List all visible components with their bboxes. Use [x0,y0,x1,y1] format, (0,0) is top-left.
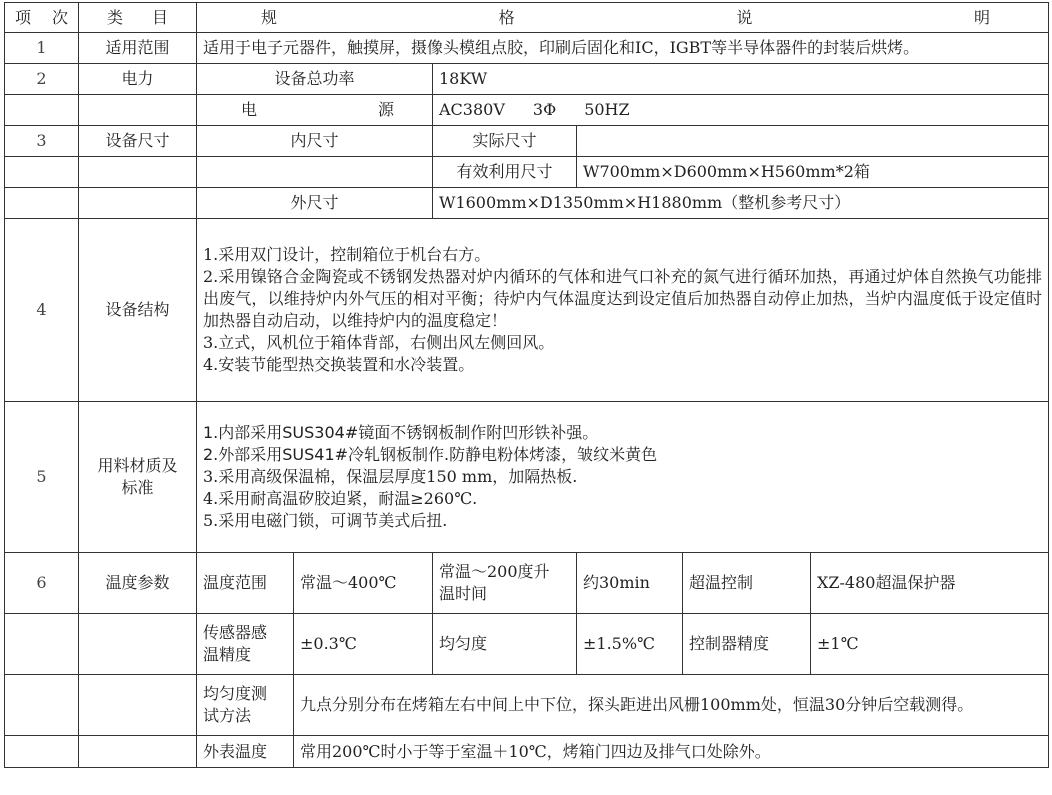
source-frequency: 50HZ [584,100,630,119]
category-label: 适用范围 [79,33,197,64]
row-application [5,33,1049,64]
sensor-line: 传感器感 [203,623,268,642]
outer-size-value: W1600mm×D1350mm×H1880mm（整机参考尺寸） [433,188,1049,219]
header-item-char: 次 [51,7,68,27]
power-label: 设备总功率 [197,64,433,95]
item-number: 2 [5,64,79,95]
category-line: 标准 [121,478,154,497]
item-number: 3 [5,126,79,157]
row-effective-size [5,157,1049,188]
test-method-value: 九点分别分布在烤箱左右中间上中下位，探头距进出风栅100mm处，恒温30分钟后空载测得。 [294,675,1049,736]
empty-cell [197,157,433,188]
item-number: 1 [5,33,79,64]
empty-cell [5,675,79,736]
heat-time-value: 约30min [577,553,683,614]
header-item-no [5,3,79,33]
controller-label: 控制器精度 [683,614,811,675]
uniformity-value: ±1.5%℃ [577,614,683,675]
header-spec-char: 格 [498,7,515,27]
temp-range-label: 温度范围 [197,553,294,614]
category-label: 设备尺寸 [79,126,197,157]
structure-list [197,219,1049,402]
item-number: 6 [5,553,79,614]
spec-text: 适用于电子元器件，触摸屏，摄像头模组点胶，印刷后固化和IC，IGBT等半导体器件的封装后烘烤。 [197,33,1049,64]
controller-value: ±1℃ [811,614,1049,675]
heat-time-line: 常温～200度升 [439,562,550,581]
header-category [79,3,197,33]
source-label [197,95,433,126]
row-dimensions [5,126,1049,157]
row-test-method [5,675,1049,736]
materials-item: 3.采用高级保温棉，保温层厚度150 mm，加隔热板. [203,467,578,486]
effective-size-label: 有效利用尺寸 [433,157,577,188]
actual-size-value [577,126,1049,157]
empty-cell [79,188,197,219]
uniformity-label: 均匀度 [433,614,577,675]
empty-cell [5,188,79,219]
empty-cell [79,675,197,736]
actual-size-label: 实际尺寸 [433,126,577,157]
row-structure [5,219,1049,402]
empty-cell [79,614,197,675]
header-spec [197,3,1049,33]
materials-item: 2.外部采用SUS41#冷轧钢板制作.防静电粉体烤漆，皱纹米黄色 [203,445,658,464]
row-sensor [5,614,1049,675]
materials-item: 1.内部采用SUS304#镜面不锈钢板制作附凹形铁补强。 [203,423,599,442]
test-method-line: 试方法 [203,706,252,725]
row-power [5,64,1049,95]
row-outer-size [5,188,1049,219]
empty-cell [5,157,79,188]
header-spec-char: 说 [736,7,753,27]
effective-size-value: W700mm×D600mm×H560mm*2箱 [577,157,1049,188]
test-method-line: 均匀度测 [203,684,268,703]
header-category-char: 类 [107,7,124,27]
outer-size-label: 外尺寸 [197,188,433,219]
spec-table [4,2,1049,768]
source-value [433,95,1049,126]
category-label: 设备结构 [79,219,197,402]
header-spec-char: 规 [261,7,278,27]
category-label: 电力 [79,64,197,95]
row-power-source [5,95,1049,126]
test-method-label [197,675,294,736]
materials-list [197,402,1049,553]
row-temperature [5,553,1049,614]
category-label [79,402,197,553]
sensor-label [197,614,294,675]
sensor-line: 温精度 [203,645,252,664]
materials-item: 5.采用电磁门锁，可调节美式后扭. [203,511,448,530]
item-number: 5 [5,402,79,553]
structure-item: 1.采用双门设计，控制箱位于机台右方。 [203,245,491,264]
sensor-value: ±0.3℃ [294,614,433,675]
inner-size-label: 内尺寸 [197,126,433,157]
header-spec-char: 明 [974,7,991,27]
temp-range-value: 常温～400℃ [294,553,433,614]
item-number: 4 [5,219,79,402]
header-category-char: 目 [151,7,168,27]
source-label-char: 源 [377,100,394,119]
category-label: 温度参数 [79,553,197,614]
heat-time-line: 温时间 [439,584,488,603]
structure-item: 2.采用镍铬合金陶瓷或不锈钢发热器对炉内循环的气体和进气口补充的氮气进行循环加热，再通过炉体自然换气功能排出废气，以维持炉内外气压的相对平衡；待炉内气体温度达到设定值后加热器自动停止加热，当炉内温度低于设定值时加热器自动启动，以维持炉内的温度稳定！ [203,267,1043,330]
empty-cell [5,736,79,768]
structure-item: 3.立式，风机位于箱体背部，右侧出风左侧回风。 [203,333,555,352]
materials-item: 4.采用耐高温矽胶迫紧，耐温≥260℃. [203,489,478,508]
empty-cell [79,95,197,126]
surface-temp-label: 外表温度 [197,736,294,768]
empty-cell [5,95,79,126]
row-surface-temp [5,736,1049,768]
header-row [5,3,1049,33]
power-value: 18KW [433,64,1049,95]
overtemp-value: XZ-480超温保护器 [811,553,1049,614]
overtemp-label: 超温控制 [683,553,811,614]
header-item-char: 项 [15,7,32,27]
empty-cell [5,614,79,675]
row-materials [5,402,1049,553]
empty-cell [79,157,197,188]
structure-item: 4.安装节能型热交换装置和水冷装置。 [203,355,475,374]
surface-temp-value: 常用200℃时小于等于室温＋10℃，烤箱门四边及排气口处除外。 [294,736,1049,768]
source-phase: 3Φ [532,100,557,119]
source-voltage: AC380V [439,100,505,119]
category-line: 用料材质及 [97,456,178,475]
empty-cell [79,736,197,768]
source-label-char: 电 [241,100,258,119]
heat-time-label [433,553,577,614]
